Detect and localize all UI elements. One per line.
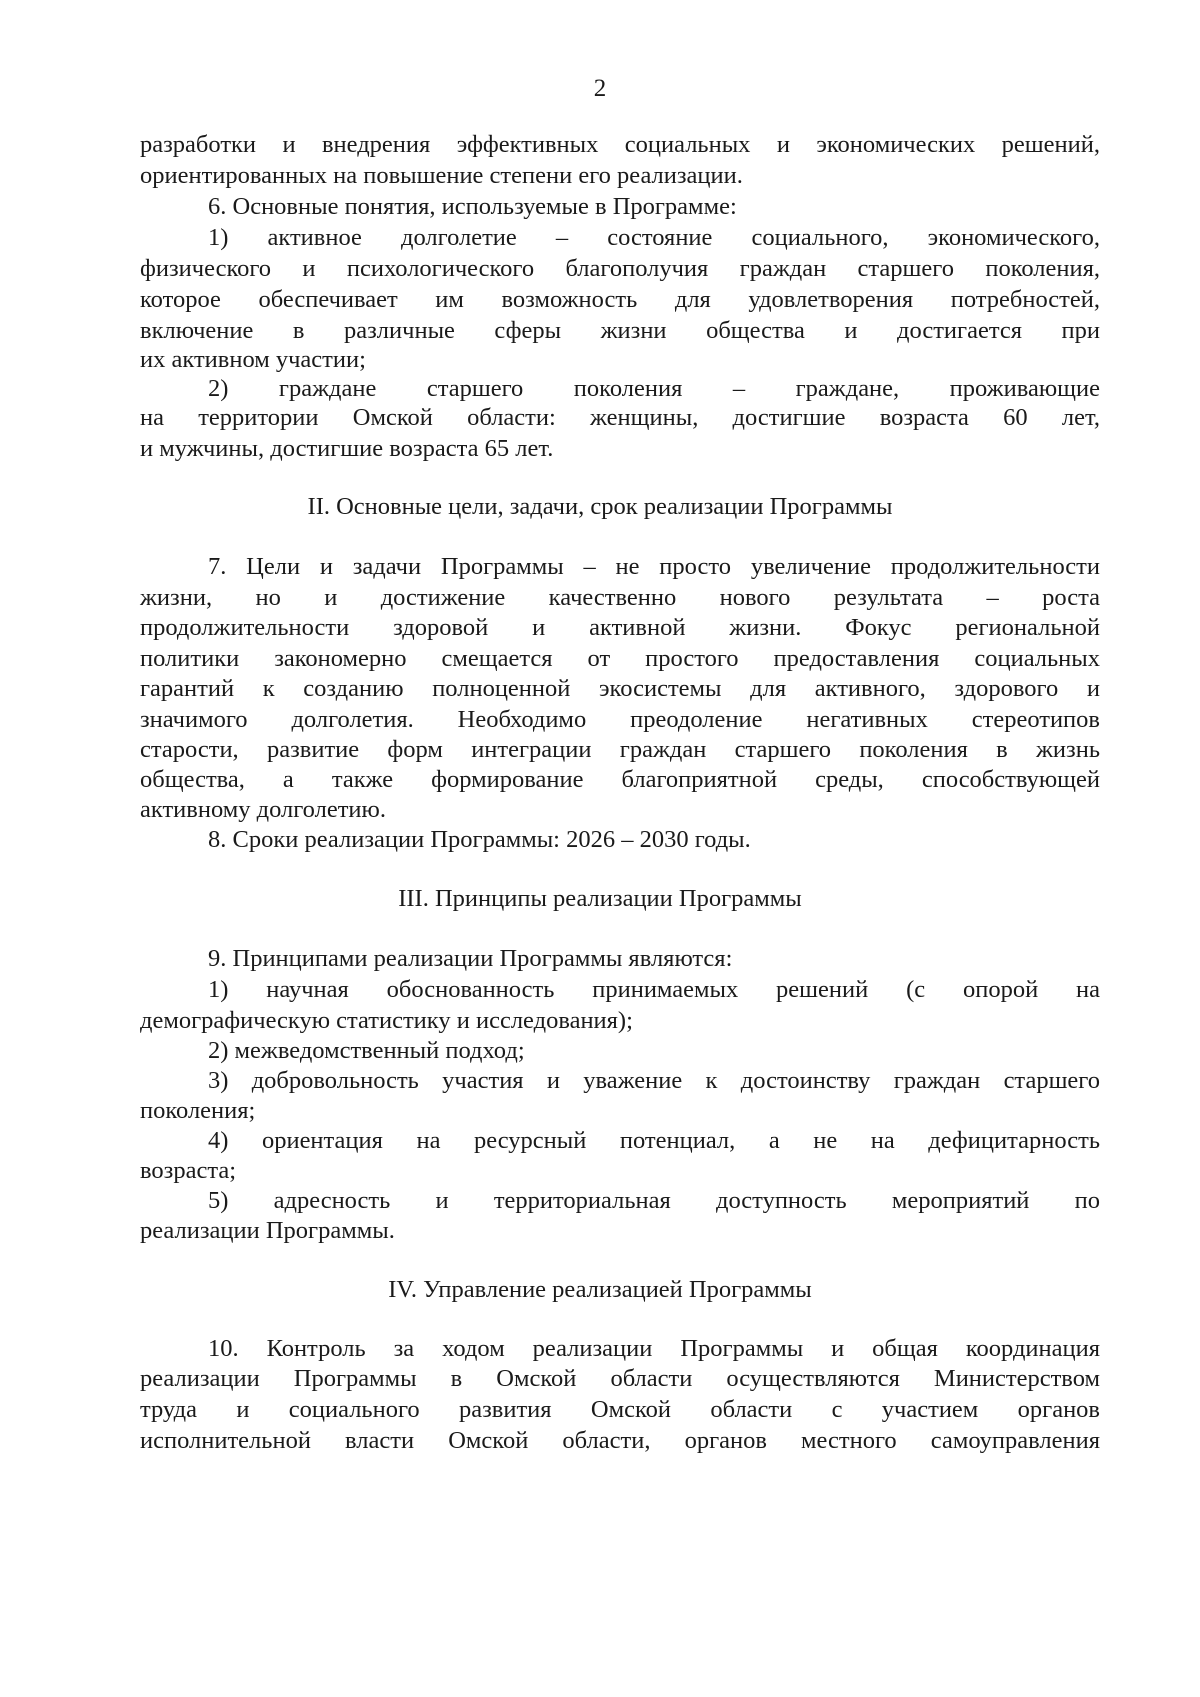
text-line: 3) добровольность участия и уважение к достоинству граждан старшего <box>208 1067 1100 1094</box>
text-line: их активном участии; <box>140 346 366 373</box>
text-line: старости, развитие форм интеграции граждан старшего поколения в жизнь <box>140 736 1100 763</box>
text-line: значимого долголетия. Необходимо преодоление негативных стереотипов <box>140 706 1100 733</box>
text-line: разработки и внедрения эффективных социальных и экономических решений, <box>140 131 1100 158</box>
text-line: физического и психологического благополучия граждан старшего поколения, <box>140 255 1100 282</box>
text-line: которое обеспечивает им возможность для удовлетворения потребностей, <box>140 286 1100 313</box>
text-line: 6. Основные понятия, используемые в Программе: <box>208 193 737 220</box>
text-line: исполнительной власти Омской области, органов местного самоуправления <box>140 1427 1100 1454</box>
text-line: продолжительности здоровой и активной жизни. Фокус региональной <box>140 614 1100 641</box>
text-line: возраста; <box>140 1157 237 1184</box>
text-line: 2) межведомственный подход; <box>208 1037 525 1064</box>
section-heading-4: IV. Управление реализацией Программы <box>388 1276 812 1303</box>
text-line: 10. Контроль за ходом реализации Программы и общая координация <box>208 1335 1100 1362</box>
text-line: активному долголетию. <box>140 796 386 823</box>
text-line: жизни, но и достижение качественно нового результата – роста <box>140 584 1100 611</box>
text-line: 1) активное долголетие – состояние социального, экономического, <box>208 224 1100 251</box>
text-line: реализации Программы. <box>140 1217 395 1244</box>
text-line: 8. Сроки реализации Программы: 2026 – 2030 годы. <box>208 826 751 853</box>
page-number: 2 <box>593 75 607 102</box>
text-line: 9. Принципами реализации Программы являются: <box>208 945 733 972</box>
section-heading-3: III. Принципы реализации Программы <box>398 885 802 912</box>
text-line: включение в различные сферы жизни общества и достигается при <box>140 317 1100 344</box>
text-line: и мужчины, достигшие возраста 65 лет. <box>140 435 554 462</box>
text-line: политики закономерно смещается от простого предоставления социальных <box>140 645 1100 672</box>
section-heading-2: II. Основные цели, задачи, срок реализации Программы <box>307 493 893 520</box>
text-line: общества, а также формирование благоприятной среды, способствующей <box>140 766 1100 793</box>
text-line: на территории Омской области: женщины, достигшие возраста 60 лет, <box>140 404 1100 431</box>
text-line: 5) адресность и территориальная доступность мероприятий по <box>208 1187 1100 1214</box>
text-line: 4) ориентация на ресурсный потенциал, а не на дефицитарность <box>208 1127 1100 1154</box>
text-line: ориентированных на повышение степени его реализации. <box>140 162 743 189</box>
text-line: поколения; <box>140 1097 256 1124</box>
text-line: гарантий к созданию полноценной экосистемы для активного, здорового и <box>140 675 1100 702</box>
text-line: реализации Программы в Омской области осуществляются Министерством <box>140 1365 1100 1392</box>
text-line: 1) научная обоснованность принимаемых решений (с опорой на <box>208 976 1100 1003</box>
text-line: 2) граждане старшего поколения – граждане, проживающие <box>208 375 1100 402</box>
text-line: труда и социального развития Омской области с участием органов <box>140 1396 1100 1423</box>
text-line: 7. Цели и задачи Программы – не просто увеличение продолжительности <box>208 553 1100 580</box>
text-line: демографическую статистику и исследования); <box>140 1007 633 1034</box>
